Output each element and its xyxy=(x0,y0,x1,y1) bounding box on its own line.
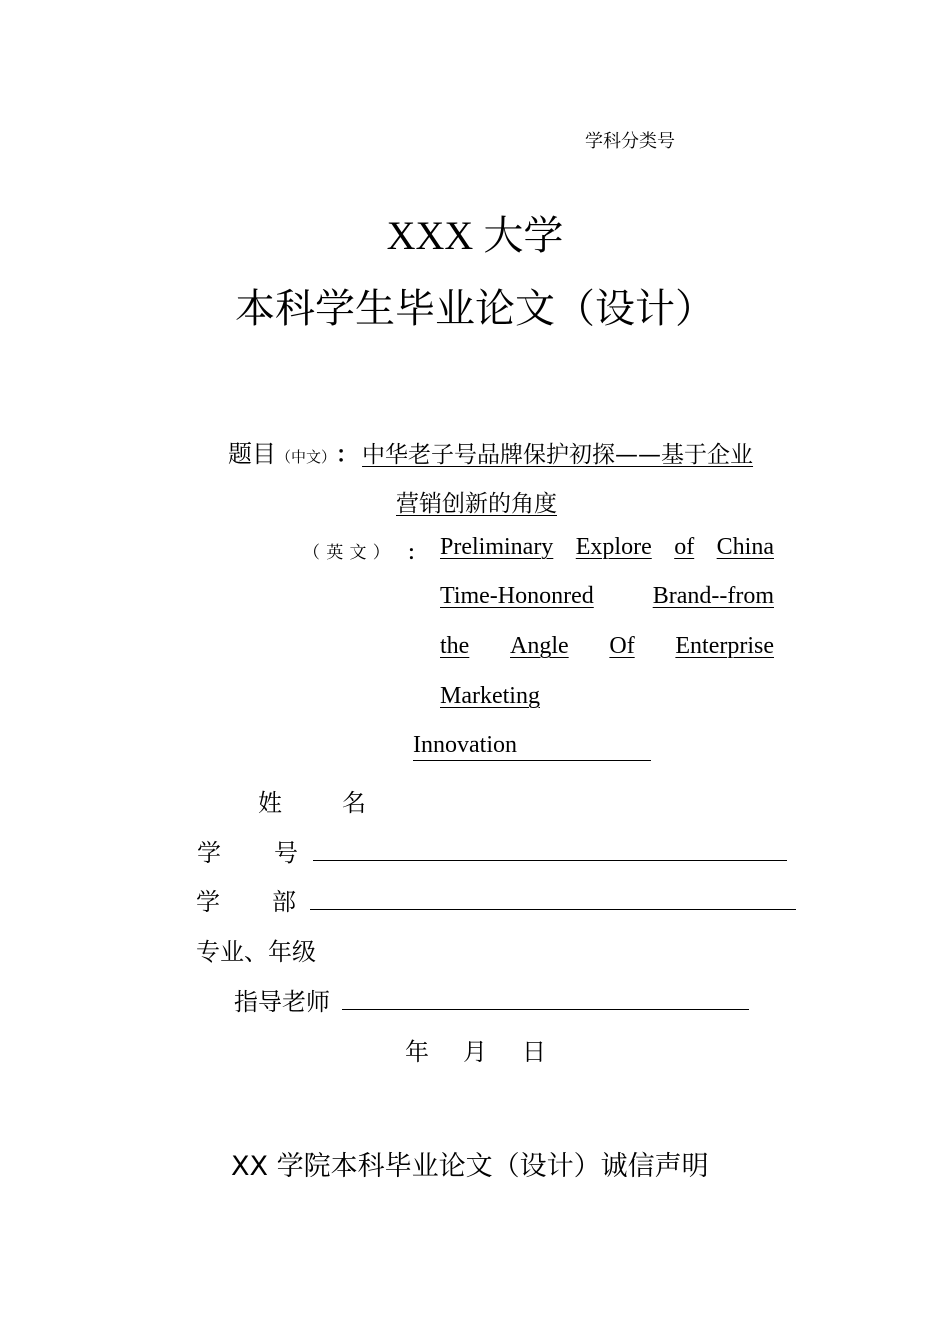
title-colon: ： xyxy=(336,443,359,468)
title-en-underline xyxy=(413,760,651,761)
title-en-word: Brand--from xyxy=(652,583,774,609)
title-en-word: Marketing xyxy=(440,683,540,709)
date-year-label: 年 xyxy=(405,1038,429,1066)
classification-label: 学科分类号 xyxy=(585,131,675,151)
department-field-line xyxy=(310,909,796,910)
university-name: XXX 大学 xyxy=(386,213,564,258)
title-en-word: China xyxy=(716,534,774,560)
advisor-field-line xyxy=(342,1009,749,1010)
title-en-word: Explore xyxy=(575,534,652,560)
title-cn-sublabel: （中文） xyxy=(276,450,337,466)
title-en-colon: ： xyxy=(407,542,427,564)
title-en-word: Preliminary xyxy=(440,534,554,560)
title-en-word: Enterprise xyxy=(675,633,774,659)
title-en-line-2 xyxy=(440,583,774,610)
title-en-word: of xyxy=(674,534,695,560)
title-en-word: Time-Hononred xyxy=(440,583,594,609)
integrity-heading: XX 学院本科毕业论文（设计）诚信声明 xyxy=(231,1151,709,1182)
date-day-label: 日 xyxy=(522,1038,546,1066)
title-en-last-line: Innovation xyxy=(413,732,517,758)
department-label-char-2: 部 xyxy=(272,888,296,916)
student-id-label-char-2: 号 xyxy=(274,839,298,867)
title-en-line-3 xyxy=(440,633,774,660)
title-en-label: （ 英 文 ） xyxy=(303,543,391,562)
student-id-label-char-1: 学 xyxy=(197,839,221,867)
title-cn-row xyxy=(228,434,753,468)
major-grade-label: 专业、年级 xyxy=(196,938,316,966)
title-en-word: Angle xyxy=(510,633,569,659)
name-label-char-1: 姓 xyxy=(258,789,282,817)
name-label-char-2: 名 xyxy=(342,789,366,817)
title-en-word: the xyxy=(440,633,470,659)
title-en-word: Of xyxy=(609,633,635,659)
title-en-line-1 xyxy=(440,534,774,561)
title-label: 题目 xyxy=(228,440,276,468)
department-label-char-1: 学 xyxy=(196,888,220,916)
date-month-label: 月 xyxy=(463,1038,487,1066)
title-cn-line1: 中华老子号品牌保护初探——基于企业 xyxy=(362,442,754,468)
title-en-line-4 xyxy=(440,683,540,710)
thesis-type: 本科学生毕业论文（设计） xyxy=(235,286,715,331)
student-id-field-line xyxy=(313,860,787,861)
title-cn-line2: 营销创新的角度 xyxy=(396,491,557,517)
advisor-label: 指导老师 xyxy=(234,988,330,1016)
